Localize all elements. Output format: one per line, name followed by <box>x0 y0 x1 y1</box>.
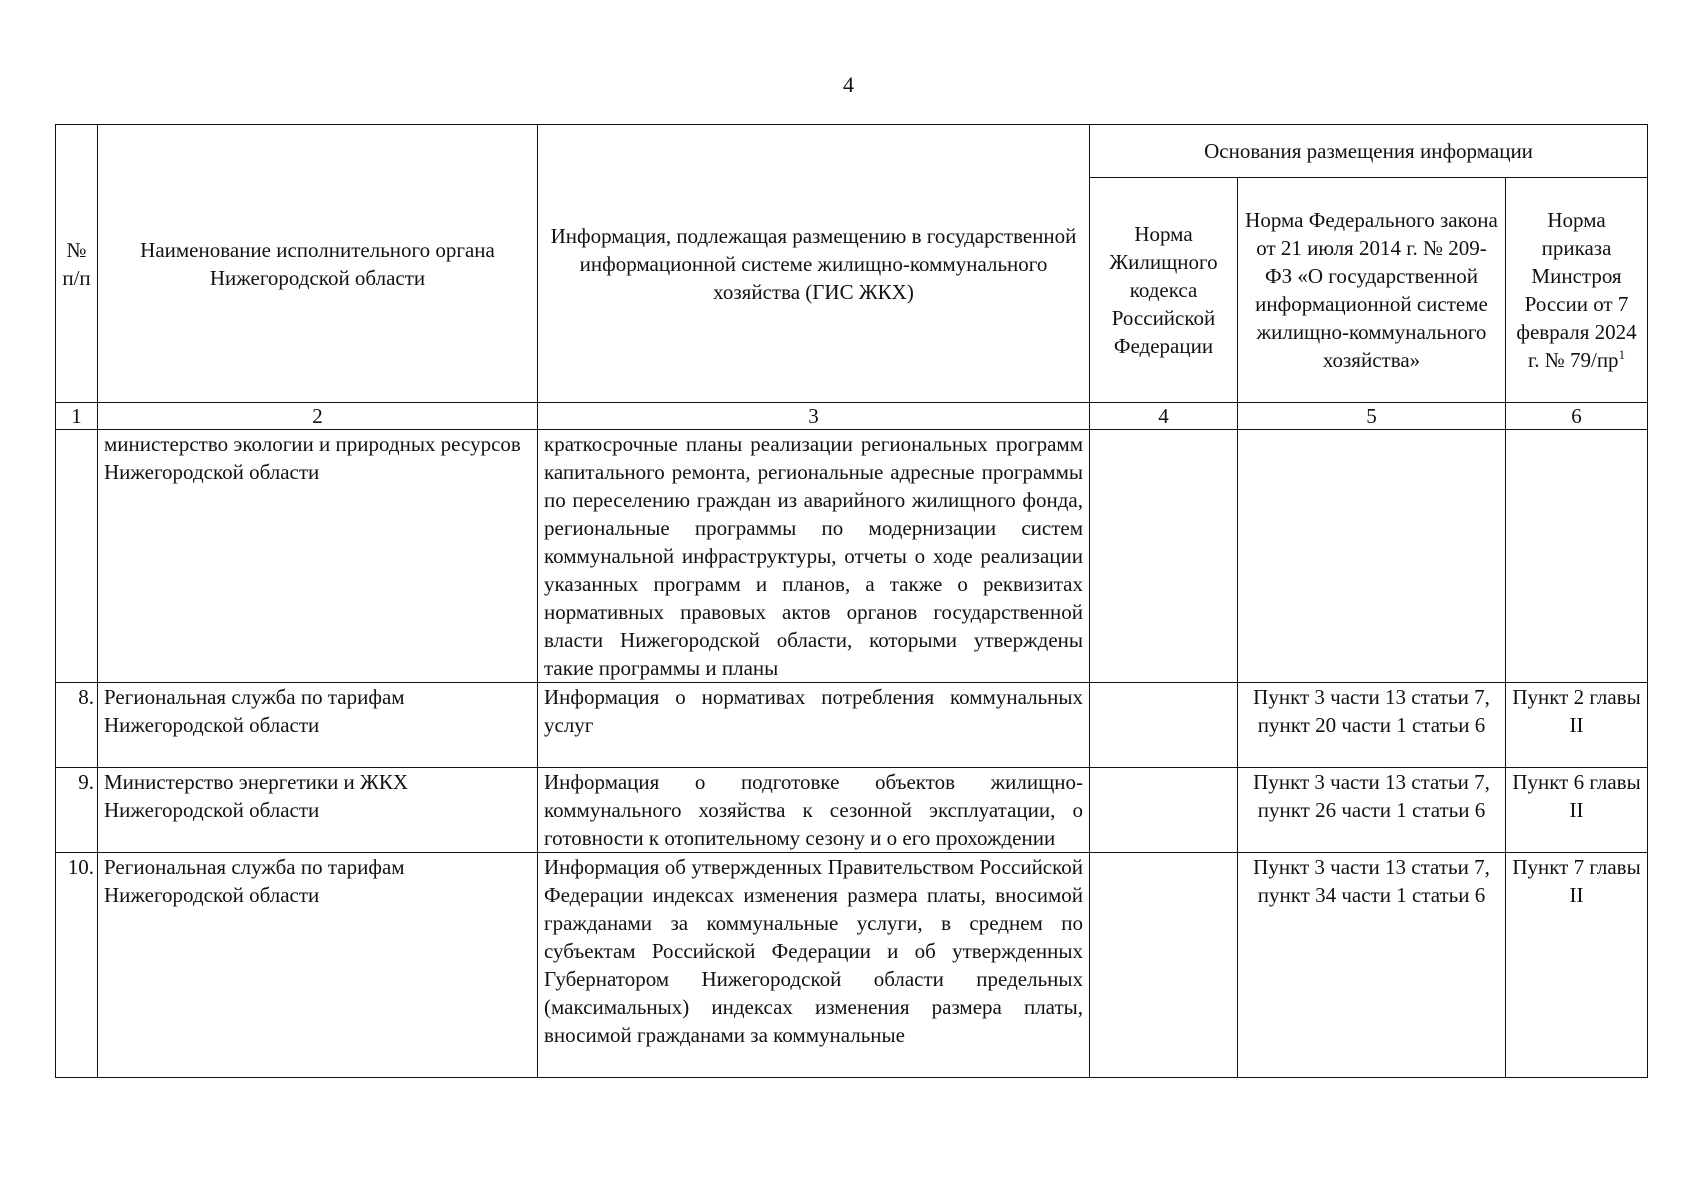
row-number: 8. <box>56 683 98 768</box>
row-order <box>1506 430 1648 683</box>
column-number: 3 <box>538 403 1090 430</box>
row-order: Пункт 7 главы II <box>1506 853 1648 1078</box>
row-number: 9. <box>56 768 98 853</box>
row-federal-law: Пункт 3 части 13 статьи 7, пункт 34 части 1 статьи 6 <box>1238 853 1506 1078</box>
column-number: 1 <box>56 403 98 430</box>
column-number: 6 <box>1506 403 1648 430</box>
header-order-text: Норма приказа Минстроя России от 7 февраля 2024 г. № 79/пр <box>1516 208 1637 372</box>
header-federal-law: Норма Федерального закона от 21 июля 2014 г. № 209-ФЗ «О государственной информационной системе жилищно-коммунального хозяйства» <box>1238 178 1506 403</box>
header-organization: Наименование исполнительного органа Нижегородской области <box>98 125 538 403</box>
row-information: Информация об утвержденных Правительством Российской Федерации индексах изменения размера платы, вносимой гражданами за коммунальные услуги, в среднем по субъектам Российской Федерации и об утвержденных Губернатором Нижегородской области предельных (максимальных) индексах изменения размера платы, вносимой гражданами за коммунальные <box>544 855 1083 1047</box>
table-row <box>56 683 1648 768</box>
column-number: 4 <box>1090 403 1238 430</box>
information-placement-table <box>55 124 1648 1078</box>
row-information: краткосрочные планы реализации региональных программ капитального ремонта, региональные адресные программы по переселению граждан из аварийного жилищного фонда, региональные программы по модернизации систем коммунальной инфраструктуры, отчеты о ходе реализации указанных программ и планов, а также о реквизитах нормативных правовых актов органов государственной власти Нижегородской области, которыми утверждены такие программы и планы <box>538 430 1090 683</box>
header-basis-group: Основания размещения информации <box>1090 125 1648 178</box>
row-federal-law: Пункт 3 части 13 статьи 7, пункт 26 части 1 статьи 6 <box>1238 768 1506 853</box>
row-housing-code <box>1090 768 1238 853</box>
column-number: 2 <box>98 403 538 430</box>
footnote-marker: 1 <box>1618 347 1626 362</box>
header-information: Информация, подлежащая размещению в государственной информационной системе жилищно-коммунального хозяйства (ГИС ЖКХ) <box>538 125 1090 403</box>
column-number: 5 <box>1238 403 1506 430</box>
row-organization: Региональная служба по тарифам Нижегородской области <box>98 853 538 1078</box>
row-housing-code <box>1090 683 1238 768</box>
row-housing-code <box>1090 853 1238 1078</box>
header-order <box>1506 178 1648 403</box>
row-order: Пункт 2 главы II <box>1506 683 1648 768</box>
row-number: 10. <box>56 853 98 1078</box>
row-organization: Региональная служба по тарифам Нижегородской области <box>98 683 538 768</box>
page-number: 4 <box>843 72 854 97</box>
row-organization: Министерство энергетики и ЖКХ Нижегородской области <box>98 768 538 853</box>
row-information: Информация о подготовке объектов жилищно-коммунального хозяйства к сезонной эксплуатации, о готовности к отопительному сезону и о его прохождении <box>538 768 1090 853</box>
row-federal-law: Пункт 3 части 13 статьи 7, пункт 20 части 1 статьи 6 <box>1238 683 1506 768</box>
row-order: Пункт 6 главы II <box>1506 768 1648 853</box>
header-housing-code: Норма Жилищного кодекса Российской Федерации <box>1090 178 1238 403</box>
row-information-cell <box>538 853 1090 1078</box>
table-row <box>56 853 1648 1078</box>
row-federal-law <box>1238 430 1506 683</box>
row-organization: министерство экологии и природных ресурсов Нижегородской области <box>98 430 538 683</box>
table-row <box>56 768 1648 853</box>
table-header-row <box>56 125 1648 178</box>
row-number <box>56 430 98 683</box>
row-housing-code <box>1090 430 1238 683</box>
table-row <box>56 430 1648 683</box>
column-numbers-row <box>56 403 1648 430</box>
row-information: Информация о нормативах потребления коммунальных услуг <box>538 683 1090 768</box>
header-number: № п/п <box>56 125 98 403</box>
